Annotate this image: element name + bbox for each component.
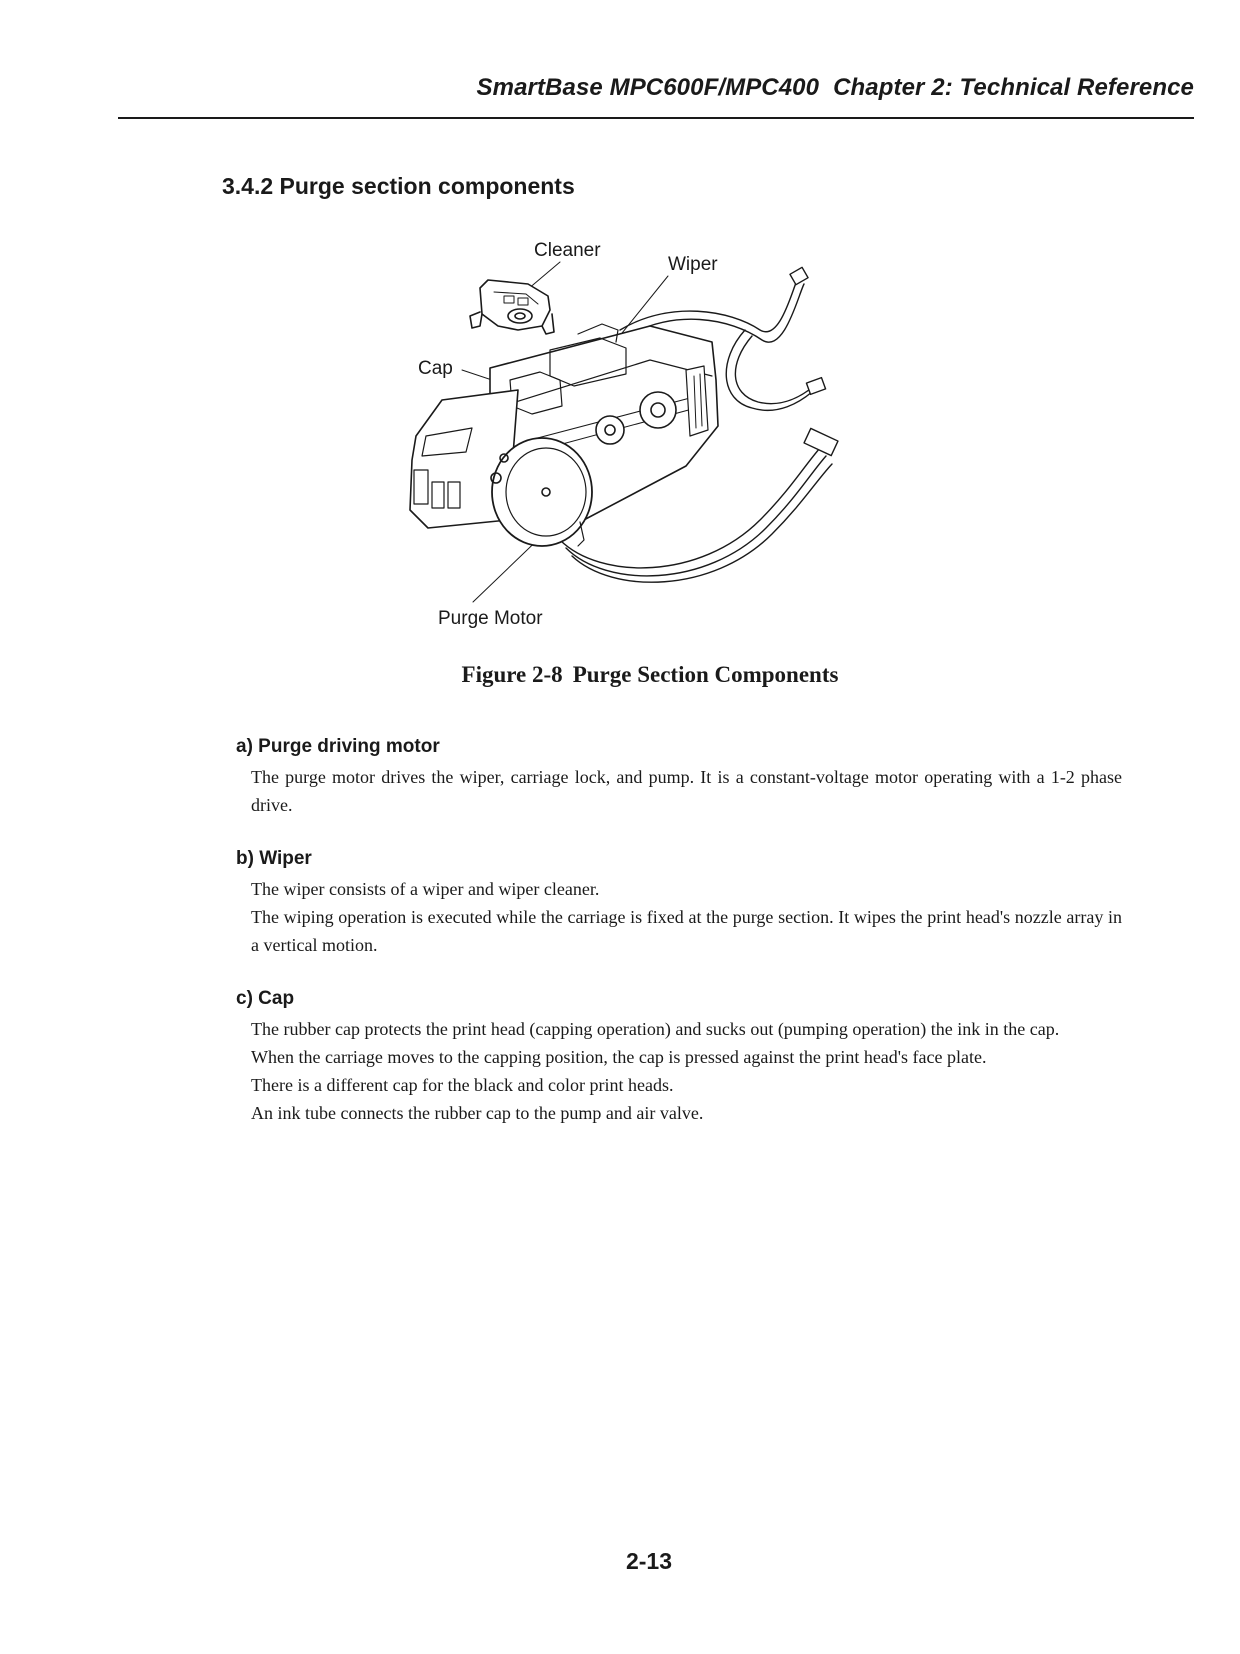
figure-title: Purge Section Components [572,662,839,687]
paragraph: The purge motor drives the wiper, carriage lock, and pump. It is a constant-voltage motor operating with a 1-2 phase drive. [251,767,1122,815]
subsection-wiper [236,848,1122,959]
paragraph: There is a different cap for the black and color print heads. [251,1075,674,1095]
header-rule [118,117,1194,119]
figure-caption [0,662,1240,688]
purge-unit-body [410,324,718,546]
subsection-title: a) Purge driving motor [236,736,440,757]
purge-section-figure [400,230,920,640]
purge-unit-illustration [400,230,920,640]
callout-cleaner: Cleaner [534,240,601,261]
subsection-title: b) Wiper [236,848,312,869]
header-chapter: Chapter 2: Technical Reference [833,74,1194,101]
subsection-purge-driving-motor [236,736,1122,819]
paragraph: When the carriage moves to the capping position, the cap is pressed against the print head's face plate. [251,1047,987,1067]
subsection-cap [236,988,1122,1127]
callout-cap: Cap [418,358,453,379]
section-title: 3.4.2 Purge section components [222,173,575,199]
paragraph: The wiper consists of a wiper and wiper cleaner. [251,879,600,899]
header-product: SmartBase MPC600F/MPC400 [476,74,820,101]
paragraph: An ink tube connects the rubber cap to the pump and air valve. [251,1103,704,1123]
paragraph: The rubber cap protects the print head (capping operation) and sucks out (pumping operation) the ink in the cap. [251,1019,1060,1039]
callout-purge-motor: Purge Motor [438,608,543,629]
callout-wiper: Wiper [668,254,718,275]
running-header [118,74,1194,102]
page-number: 2-13 [625,1548,673,1574]
figure-number: Figure 2-8 [461,662,563,687]
paragraph: The wiping operation is executed while the carriage is fixed at the purge section. It wipes the print head's nozzle array in a vertical motion. [251,907,1122,955]
subsection-title: c) Cap [236,988,295,1009]
cleaner-part [470,280,554,334]
